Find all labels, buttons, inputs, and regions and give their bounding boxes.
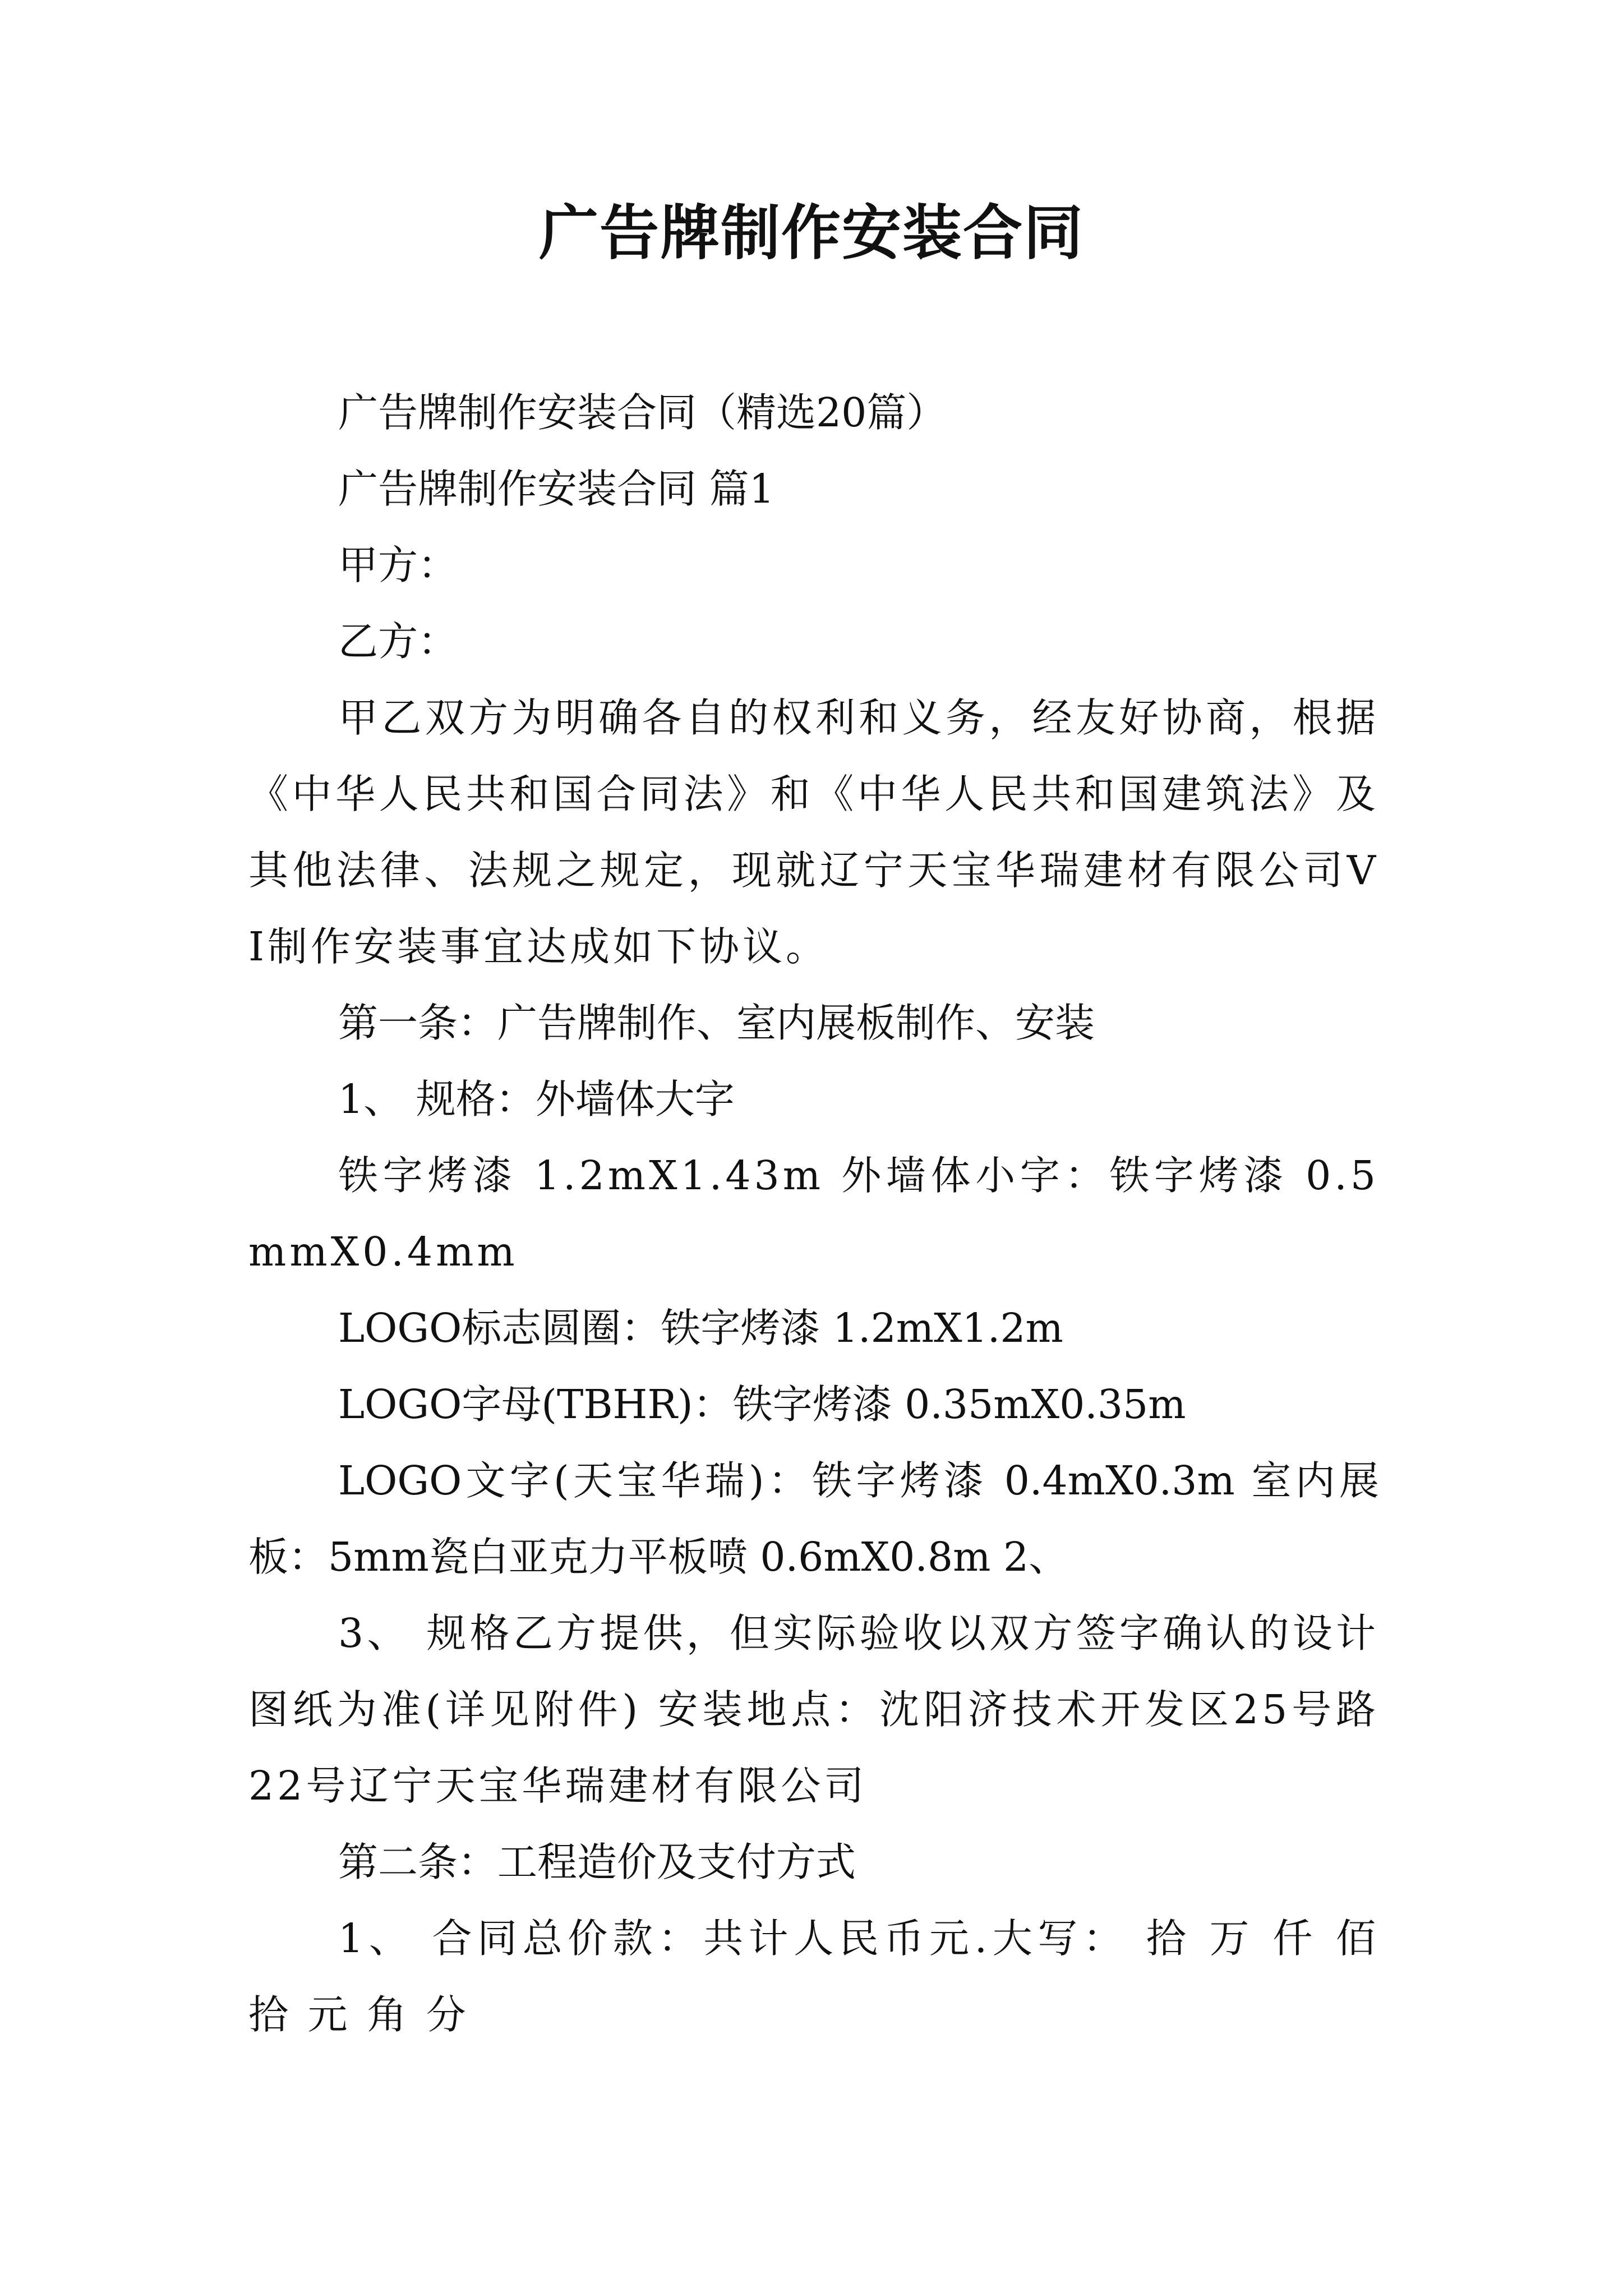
paragraph-spec-iron-letters: 铁字烤漆 1.2mX1.43m 外墙体小字：铁字烤漆 0.5mmX0.4mm	[248, 1152, 1379, 1275]
paragraph-party-a: 甲方：	[338, 542, 458, 588]
paragraph-spec-1: 1、 规格：外墙体大字	[338, 1076, 735, 1122]
paragraph-total-price: 1、 合同总价款：共计人民币元.大写： 拾 万 仟 佰 拾 元 角 分	[248, 1915, 1379, 2038]
paragraph-party-b: 乙方：	[338, 618, 458, 665]
paragraph-article-2-heading: 第二条：工程造价及支付方式	[338, 1839, 856, 1885]
paragraph-logo-letters: LOGO字母(TBHR)：铁字烤漆 0.35mX0.35m	[338, 1381, 1186, 1428]
paragraph-section-heading: 广告牌制作安装合同 篇1	[338, 466, 774, 512]
document-body	[248, 375, 1379, 2053]
paragraph-logo-text: LOGO文字(天宝华瑞)：铁字烤漆 0.4mX0.3m 室内展板：5mm瓷白亚克力平板喷 0.6mX0.8m 2、	[248, 1457, 1379, 1580]
paragraph-subtitle: 广告牌制作安装合同（精选20篇）	[338, 389, 947, 436]
document-title: 广告牌制作安装合同	[539, 197, 1084, 268]
paragraph-preamble: 甲乙双方为明确各自的权利和义务，经友好协商，根据《中华人民共和国合同法》和《中华人民共和国建筑法》及其他法律、法规之规定，现就辽宁天宝华瑞建材有限公司VI制作安装事宜达成如下协议。	[248, 694, 1379, 970]
paragraph-logo-circle: LOGO标志圆圈：铁字烤漆 1.2mX1.2m	[338, 1305, 1063, 1351]
paragraph-spec-3: 3、 规格乙方提供，但实际验收以双方签字确认的设计图纸为准(详见附件) 安装地点：沈阳济技术开发区25号路22号辽宁天宝华瑞建材有限公司	[248, 1610, 1379, 1809]
paragraph-article-1-heading: 第一条：广告牌制作、室内展板制作、安装	[338, 1000, 1095, 1046]
